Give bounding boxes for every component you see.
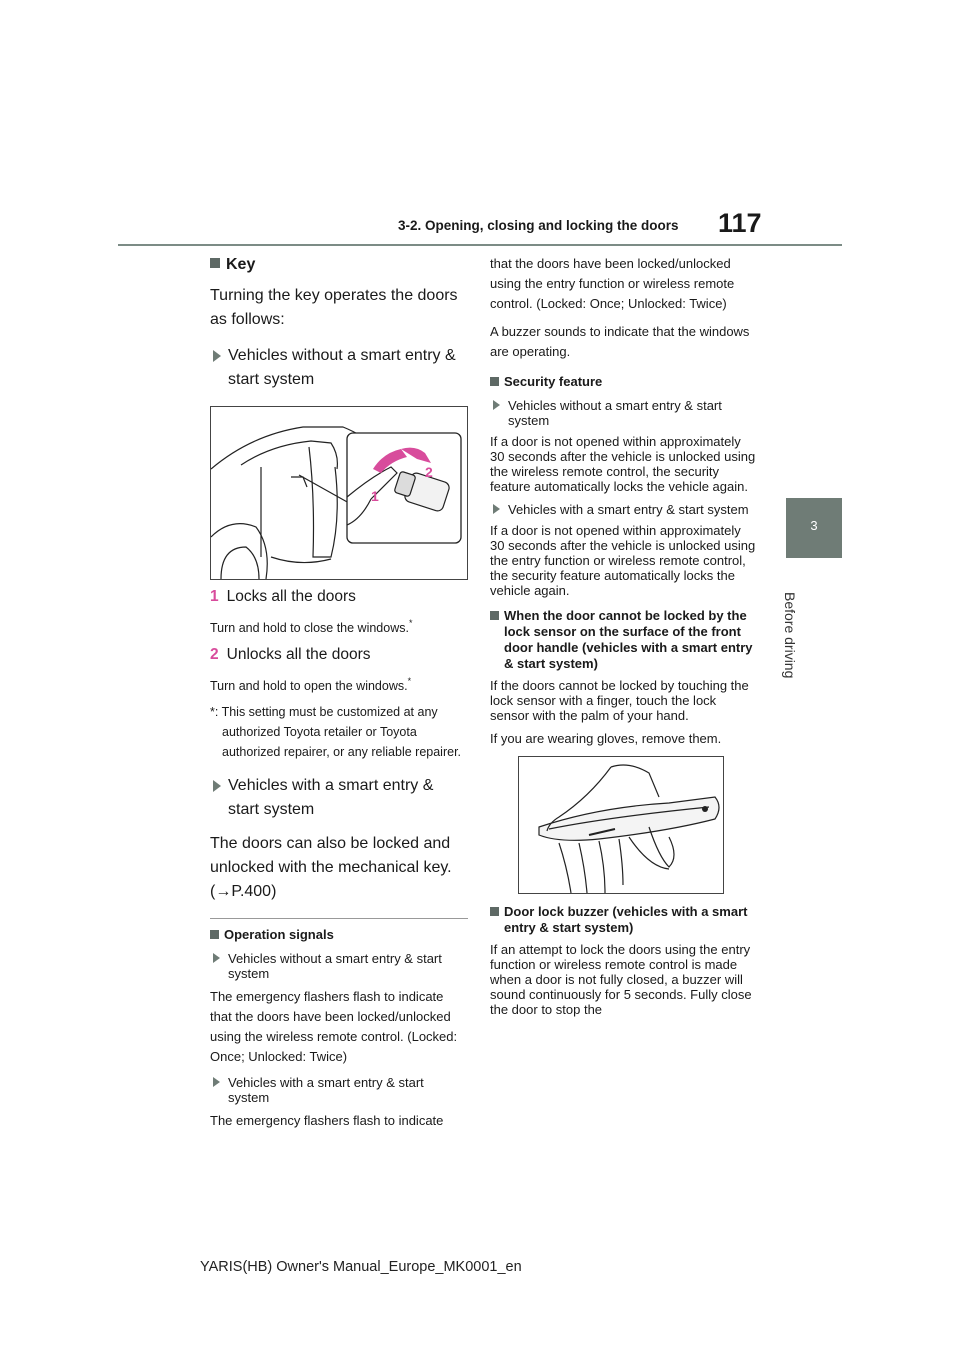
callout-2: 2	[425, 464, 433, 480]
footer-text: YARIS(HB) Owner's Manual_Europe_MK0001_en	[200, 1259, 522, 1275]
step-2-note: Turn and hold to open the windows.*	[210, 676, 412, 693]
arrow-bullet-icon	[213, 350, 221, 362]
op-smart: Vehicles with a smart entry & start system	[210, 1075, 468, 1105]
op-smart-text-cont: that the doors have been locked/unlocked using the entry function or wireless remote control. (Locked: Once; Unlocked: Twice)	[490, 256, 735, 311]
header-rule	[118, 244, 842, 246]
sec-no-smart-text: If a door is not opened within approximately 30 seconds after the vehicle is unlocked using the wireless remote control, the security feature automatically locks the vehicle again.	[490, 434, 756, 494]
lock-sensor-text: If the doors cannot be locked by touching the lock sensor with a finger, touch the lock sensor with the palm of your hand.	[490, 678, 749, 723]
asterisk-mark: *	[408, 618, 413, 628]
arrow-bullet-icon	[493, 504, 500, 514]
square-bullet-icon	[210, 258, 220, 268]
op-no-smart-text: The emergency flashers flash to indicate that the doors have been locked/unlocked using the wireless remote control. (Locked: Once; Unlocked: Twice)	[210, 989, 458, 1064]
item-no-smart: Vehicles without a smart entry & start system	[210, 344, 468, 392]
security-feature-heading: Security feature	[490, 374, 758, 390]
step-1: 1 Locks all the doors	[210, 588, 356, 605]
key-operation-figure	[210, 406, 468, 580]
arrow-bullet-icon	[213, 953, 220, 963]
section-title: 3-2. Opening, closing and locking the doors	[398, 218, 679, 233]
item-smart: Vehicles with a smart entry & start system	[210, 774, 468, 822]
gloves-text: If you are wearing gloves, remove them.	[490, 731, 722, 746]
callout-1: 1	[371, 488, 379, 504]
square-bullet-icon	[490, 907, 499, 916]
sec-no-smart: Vehicles without a smart entry & start system	[490, 398, 758, 428]
footnote: *: This setting must be customized at any authorized Toyota retailer or Toyota authorized repairer, or any reliable repairer.	[210, 705, 462, 759]
left-column	[210, 252, 468, 1131]
buzzer-windows-text: A buzzer sounds to indicate that the windows are operating.	[490, 324, 750, 359]
square-bullet-icon	[210, 930, 219, 939]
mechanical-key-text: The doors can also be locked and unlocked with the mechanical key.	[210, 835, 452, 876]
sec-smart-text: If a door is not opened within approximately 30 seconds after the vehicle is unlocked using the entry function or wireless remote control, the security feature automatically locks the vehicle again.	[490, 523, 756, 598]
key-intro: Turning the key operates the doors as follows:	[210, 287, 458, 328]
asterisk-mark: *	[407, 676, 412, 686]
arrow-bullet-icon	[493, 400, 500, 410]
lock-sensor-heading: When the door cannot be locked by the lock sensor on the surface of the front door handle (vehicles with a smart entry & start system)	[490, 608, 758, 672]
op-smart-text-start: The emergency flashers flash to indicate	[210, 1113, 444, 1128]
arrow-bullet-icon	[213, 780, 221, 792]
chapter-number: 3	[810, 518, 818, 533]
arrow-bullet-icon	[213, 1077, 220, 1087]
op-no-smart: Vehicles without a smart entry & start system	[210, 951, 468, 981]
key-heading: Key	[210, 256, 468, 274]
square-bullet-icon	[490, 377, 499, 386]
door-buzzer-heading: Door lock buzzer (vehicles with a smart entry & start system)	[490, 904, 758, 936]
page-reference[interactable]: (→P.400)	[210, 883, 277, 900]
right-column	[490, 252, 758, 1017]
sec-smart: Vehicles with a smart entry & start system	[490, 502, 758, 517]
step-2: 2 Unlocks all the doors	[210, 646, 371, 663]
operation-signals-heading: Operation signals	[210, 927, 468, 943]
palm-sensor-figure	[518, 756, 724, 894]
page-number: 117	[718, 208, 762, 238]
chapter-label-vertical	[780, 592, 800, 712]
door-buzzer-text: If an attempt to lock the doors using the entry function or wireless remote control is made when a door is not fully closed, a buzzer will sound continuously for 5 seconds. Fully close the door to stop the	[490, 942, 752, 1017]
step-1-note: Turn and hold to close the windows.*	[210, 618, 413, 635]
square-bullet-icon	[490, 611, 499, 620]
section-divider	[210, 918, 468, 919]
chapter-label: Before driving	[782, 592, 798, 679]
